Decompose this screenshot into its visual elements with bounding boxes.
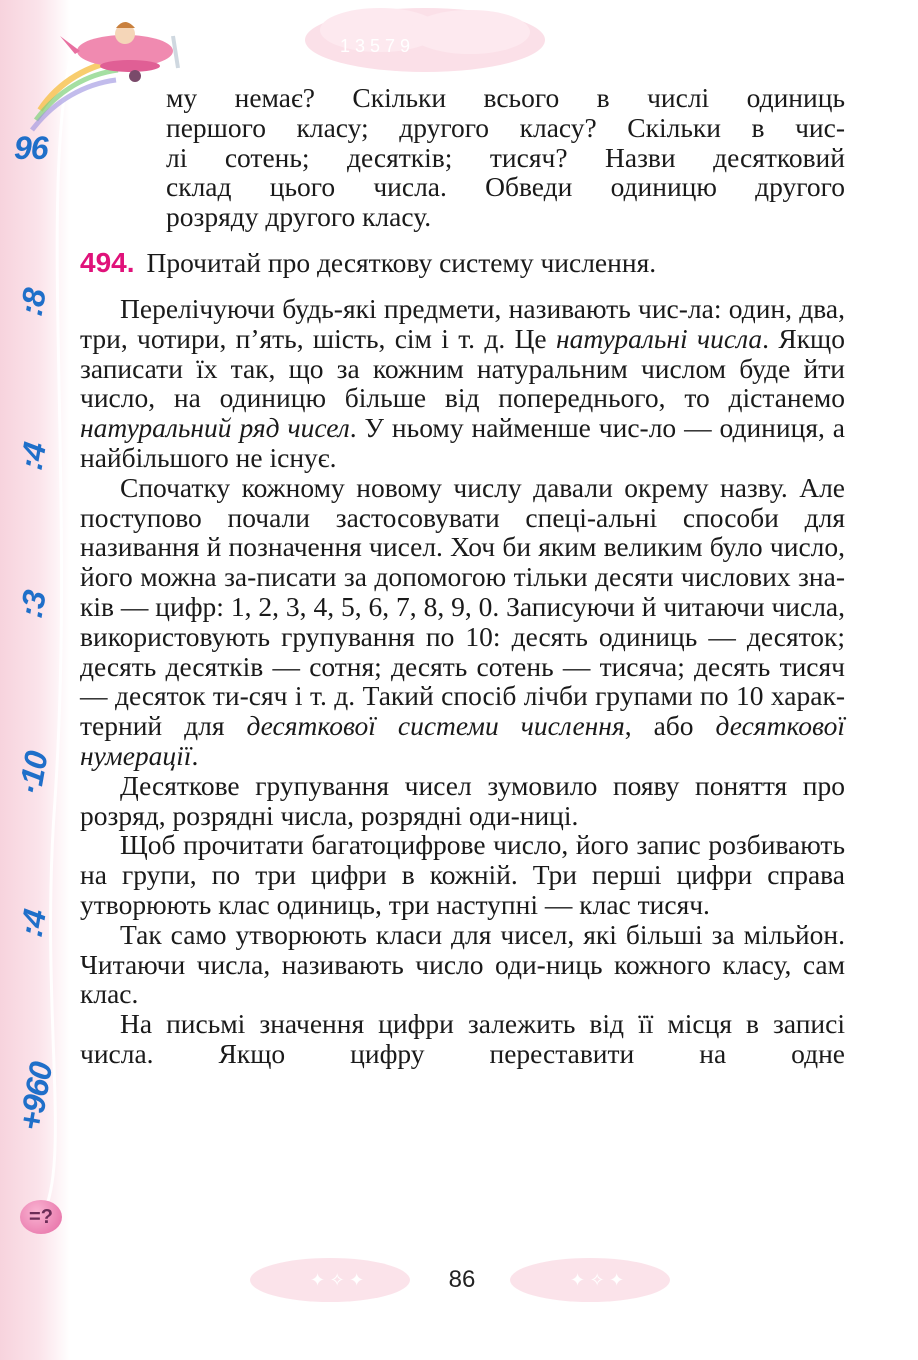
continuation-line: склад цього числа. Обведи одиницю другого: [166, 171, 845, 203]
paragraph: Щоб прочитати багатоцифрове число, його запис розбивають на групи, по три цифри в кожній. Три перші цифри справа утворюють клас одиниць, три наступні — клас тисяч.: [80, 829, 845, 920]
side-number-plus960: +960: [11, 1059, 60, 1134]
paragraph-text: . Якщо записати їх так, що за кожним натуральним числом буде йти число, на одиницю більше від попереднього, то дістанемо: [80, 322, 845, 414]
continuation-line: лі сотень; десятків; тисяч? Назви десятковий: [166, 141, 845, 173]
cloud-digits: 1 3 5 7 9: [340, 36, 411, 56]
paragraph-text: .: [191, 739, 199, 771]
cloud-decoration: [300, 0, 550, 90]
task-494: [80, 248, 860, 278]
paragraph: Десяткове групування чисел зумовило появу поняття про розряд, розрядні числа, розрядні оди-ниці.: [80, 769, 845, 831]
side-number-div3: :3: [12, 588, 53, 621]
main-text: [80, 294, 845, 1069]
side-number-div8: :8: [12, 286, 53, 319]
side-number-times10: ·10: [11, 748, 55, 798]
task-text: Прочитай про десяткову систему числення.: [146, 247, 657, 278]
term-decimal-numeration: десяткової нумерації: [80, 710, 845, 771]
paragraph-text: , або: [624, 710, 716, 742]
term-decimal-system: десяткової системи числення: [246, 710, 625, 742]
svg-text:✦ ✧ ✦: ✦ ✧ ✦: [310, 1270, 365, 1290]
continuation-line: му немає? Скільки всього в числі одиниць: [166, 82, 845, 113]
paragraph-text: . У ньому найменше чис-ло — одиниця, а найбільшого не існує.: [80, 412, 845, 473]
paragraph: Так само утворюють класи для чисел, які більші за мільйон. Читаючи числа, називають число оди-ниць кожного класу, сам клас.: [80, 918, 845, 1010]
term-natural-series: натуральний ряд чисел: [80, 412, 350, 444]
continuation-line: розряду другого класу.: [166, 201, 432, 233]
continuation-text: [166, 83, 845, 232]
paragraph-text: Спочатку кожному новому числу давали окрему назву. Але поступово почали застосовувати спеці-альні способи для називання й позначення чисел. Хоч би яким великим було число, його можна за-писати за допомогою тільки десяти числових зна-ків — цифр: 1, 2, 3, 4, 5, 6, 7, 8, 9, 0. Записуючи й читаючи числа, використовують групування по 10: десять одиниць — десяток; десять десятків — сотня; десять сотень — тисяча; десять тисяч — десяток ти-сяч і т. д. Такий спосіб лічби групами по 10 харак-терний для: [80, 471, 845, 742]
task-number: 494.: [80, 247, 135, 278]
paragraph-text: Перелічуючи будь-які предмети, називають чис-ла: один, два, три, чотири, п’ять, шість, сім і т. д. Це: [80, 293, 845, 354]
question-badge-icon: =?: [20, 1200, 62, 1234]
side-number-div4-a: :4: [12, 440, 53, 473]
side-number-96: 96: [14, 130, 48, 166]
paragraph: [80, 294, 845, 473]
term-natural-numbers: натуральні числа: [555, 322, 763, 354]
continuation-line: першого класу; другого класу? Скільки в чис-: [166, 111, 845, 143]
paragraph: [80, 473, 845, 771]
svg-text:✦ ✧ ✦: ✦ ✧ ✦: [570, 1270, 625, 1290]
paragraph: На письмі значення цифри залежить від її місця в записі числа. Якщо цифру переставити на одне: [80, 1008, 845, 1069]
page-number: 86: [448, 1266, 476, 1293]
side-number-div4-b: :4: [12, 907, 53, 940]
